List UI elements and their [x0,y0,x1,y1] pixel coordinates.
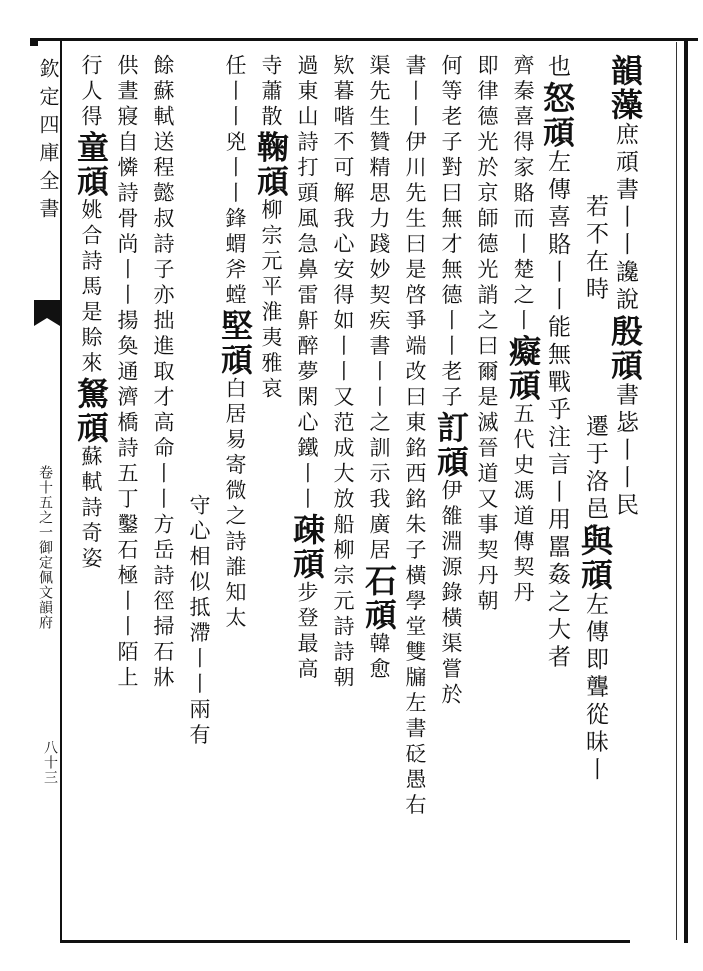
page-number: 八十三 [42,740,58,785]
entry-text: 滅晉道又事契丹朝 [475,411,499,615]
entry-head: 童頑 [72,130,110,199]
entry-text: 伊雒淵源錄橫渠嘗於 [439,479,463,709]
frame-bottom-rule [60,940,630,943]
entry-head: 癡頑 [504,334,542,403]
book-title: 欽定四庫全書 [36,58,60,226]
margin-subtitle [38,330,52,630]
entry-text: 步登最高 [295,581,319,683]
text-column [218,54,252,934]
entry-text: 左傳喜賂丨丨能無戰乎注言 [544,149,570,480]
entry-text: 供晝寢自憐詩骨尚丨丨揚奐通濟橋詩五丁鑿石極丨丨陌上 [115,54,139,692]
entry-text: 守心相似抵滯丨丨兩有 [187,494,211,749]
entry-text: 蘇軾詩奇姿 [79,445,103,573]
text-column [182,54,216,934]
entry-text: 韓愈 [367,632,391,683]
entry-text: 姚合詩馬是賒來 [79,198,103,377]
margin-subtitle-line: 御定佩文韻府 [37,540,53,630]
entry-text: 柳宗元平淮夷雅哀 [259,198,283,403]
entry-head: 訂頑 [432,411,470,479]
entry-text: 柳宗元詩 [331,538,355,641]
text-column [290,54,324,934]
entry-head: 韻藻 [606,54,644,122]
entry-text: 書丨丨伊川先生曰是啓爭端改曰東銘西銘朱子橫 [403,54,427,590]
frame-left-rule [60,38,62,943]
entry-head: 殷頑 [606,314,644,383]
text-column [326,54,360,934]
entry-text: 白居易寄微之詩誰知太 [223,377,247,632]
text-column [362,54,396,934]
margin-tick [30,38,38,46]
entry-text: 詩朝 [331,640,355,692]
entry-head: 疎頑 [288,513,326,581]
entry-text: 渠先生贊精思力踐妙契疾書丨丨之訓示我廣居 [367,54,391,564]
entry-head: 怒頑 [538,81,576,150]
entry-text: 學堂雙牖左書砭愚右 [403,589,427,819]
entry-text: 欵暮喈不可解我心安得如丨丨又范成大放船 [331,54,355,539]
entry-text: 書毖丨丨民 [612,382,638,520]
entry-text: 遷于洛邑 [582,414,608,524]
entry-text: 丨用嚚姦之大者 [544,479,570,672]
entry-text: 兇丨丨鋒蝟斧螳 [223,130,247,309]
text-column [254,54,288,934]
entry-head: 堅頑 [216,309,254,377]
entry-text: 左傳即聾從昧丨 [582,592,608,785]
entry-head: 石頑 [360,564,398,632]
entry-text: 何等老子對曰無才無德丨丨老子 [439,54,463,411]
entry-text: 五代史馮道傳契丹 [511,402,535,607]
entry-text: 也 [544,54,570,82]
entry-head: 鞠頑 [252,130,290,199]
text-column [470,54,504,934]
text-column [146,54,180,934]
entry-text: 齊秦喜得家賂而丨楚之丨 [511,54,535,335]
text-column [110,54,144,934]
entry-text: 庶頑書丨丨讒說 [612,122,638,315]
frame-top-rule [38,38,698,41]
entry-text: 餘蘇軾送程懿叔詩子亦拙進取才高命丨丨方岳詩徑掃石牀 [151,54,175,692]
frame-right-inner-rule [676,42,677,940]
text-column [74,54,108,934]
text-column [398,54,432,934]
entry-text: 寺蕭散 [259,54,283,131]
text-column [506,54,540,934]
entry-head: 駑頑 [72,377,110,445]
fishtail-mark [34,300,60,318]
entry-text: 過東山詩打頭風急鼻雷鼾醉夢閑心鐵丨丨 [295,54,319,513]
entry-text: 若不在時 [582,194,608,304]
entry-text: 即律德光於京師德光誚之曰爾是 [475,54,499,411]
text-column [608,54,642,934]
text-column [578,54,612,934]
margin-subtitle-line: 卷十五之一 [37,465,53,540]
entry-text: 任丨丨 [223,54,247,131]
text-column [434,54,468,934]
text-column [540,54,574,934]
entry-head: 與頑 [576,524,614,592]
entry-text: 行人得 [79,54,103,131]
frame-right-rule [684,38,688,943]
